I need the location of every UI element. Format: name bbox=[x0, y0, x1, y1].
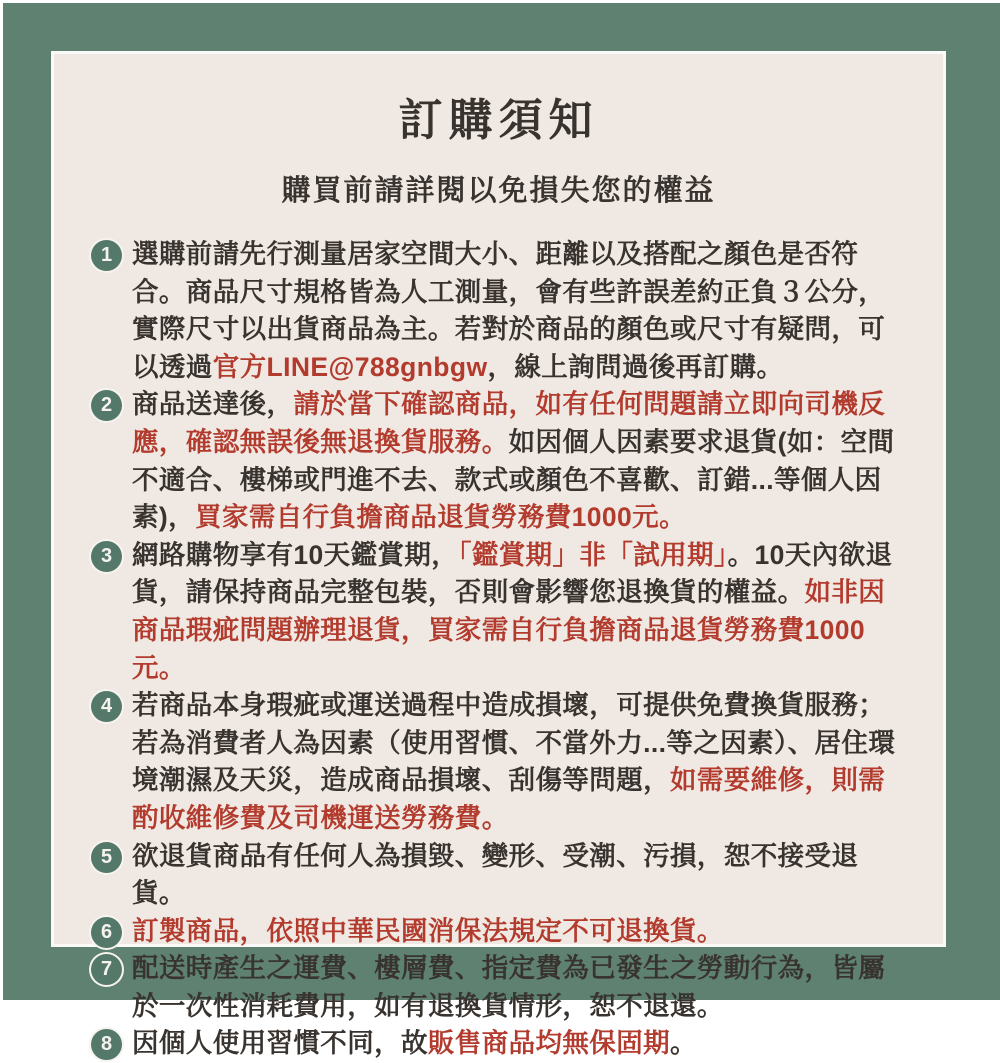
notice-item bbox=[91, 838, 911, 913]
notice-item bbox=[91, 950, 911, 1025]
notice-text-red: 「鑑賞期」非「試用期」 bbox=[458, 539, 728, 570]
notice-item bbox=[91, 913, 911, 951]
notice-item-text bbox=[132, 236, 911, 386]
notice-text-red: 如需要維修，則需酌收維修費及司機運送勞務費。 bbox=[132, 765, 886, 833]
item-number-badge: 5 bbox=[91, 842, 122, 873]
item-number-badge: 2 bbox=[91, 390, 122, 421]
notice-text: 。 bbox=[670, 1028, 697, 1059]
notice-text: 若商品本身瑕疵或運送過程中造成損壞，可提供免費換貨服務；若為消費者人為因素（使用習慣、不當外力...等之因素）、居住環境潮濕及天災，造成商品損壞、刮傷等問題， bbox=[132, 690, 896, 796]
notice-text-red: 請於當下確認商品，如有任何問題請立即向司機反應，確認無誤後無退換貨服務。 bbox=[132, 389, 886, 457]
notice-text-red: 販售商品均無保固期 bbox=[427, 1028, 671, 1059]
notice-text: 。10天內欲退貨，請保持商品完整包裝，否則會影響您退換貨的權益。 bbox=[132, 539, 893, 608]
notice-text: 網路購物享有10天鑑賞期， bbox=[132, 539, 459, 570]
notice-item-text bbox=[132, 687, 911, 837]
notice-item-text bbox=[132, 386, 911, 536]
notice-item bbox=[91, 537, 911, 687]
notice-text: 如因個人因素要求退貨(如：空間不適合、樓梯或門進不去、款式或顏色不喜歡、訂錯...等個人因素)， bbox=[132, 426, 895, 533]
item-number-badge: 6 bbox=[91, 917, 122, 948]
page-subtitle: 購買前請詳閱以免損失您的權益 bbox=[281, 175, 716, 207]
notice-item-text bbox=[132, 838, 911, 913]
item-number-badge: 3 bbox=[91, 541, 122, 572]
notice-text-red: 官方LINE@788gnbgw bbox=[212, 351, 488, 382]
notice-item bbox=[91, 687, 911, 837]
notice-text-red: 如非因商品瑕疵問題辦理退貨，買家需自行負擔商品退貨勞務費1000元。 bbox=[132, 577, 886, 683]
notice-item-text bbox=[132, 537, 911, 687]
notice-text: 欲退貨商品有任何人為損毀、變形、受潮、污損，恕不接受退貨。 bbox=[132, 840, 859, 909]
notice-text: 選購前請先行測量居家空間大小、距離以及搭配之顏色是否符合。商品尺寸規格皆為人工測量，會有些許誤差約正負３公分，實際尺寸以出貨商品為主。若對於商品的顏色或尺寸有疑問，可以透過 bbox=[132, 239, 886, 382]
notice-text: 商品送達後， bbox=[132, 389, 294, 420]
notice-list bbox=[91, 236, 911, 1063]
item-number-badge: 1 bbox=[91, 240, 122, 271]
item-number-badge: 4 bbox=[91, 691, 122, 722]
notice-item-text bbox=[132, 1025, 911, 1063]
notice-item-text bbox=[132, 913, 911, 951]
notice-item bbox=[91, 236, 911, 386]
item-number-badge: 8 bbox=[91, 1029, 122, 1060]
notice-text: 配送時產生之運費、樓層費、指定費為已發生之勞動行為，皆屬於一次性消耗費用，如有退換貨情形，恕不退還。 bbox=[132, 953, 886, 1021]
notice-item-text bbox=[132, 950, 911, 1025]
page-title: 訂購須知 bbox=[398, 96, 599, 145]
notice-item bbox=[91, 1025, 911, 1063]
item-number-badge: 7 bbox=[91, 954, 122, 985]
notice-panel bbox=[54, 54, 943, 1059]
notice-text-red: 買家需自行負擔商品退貨勞務費1000元。 bbox=[195, 502, 686, 533]
notice-text: ，線上詢問過後再訂購。 bbox=[487, 351, 784, 382]
notice-item bbox=[91, 386, 911, 536]
notice-text-red: 訂製商品，依照中華民國消保法規定不可退換貨。 bbox=[132, 915, 724, 946]
notice-text: 因個人使用習慣不同，故 bbox=[132, 1028, 428, 1059]
